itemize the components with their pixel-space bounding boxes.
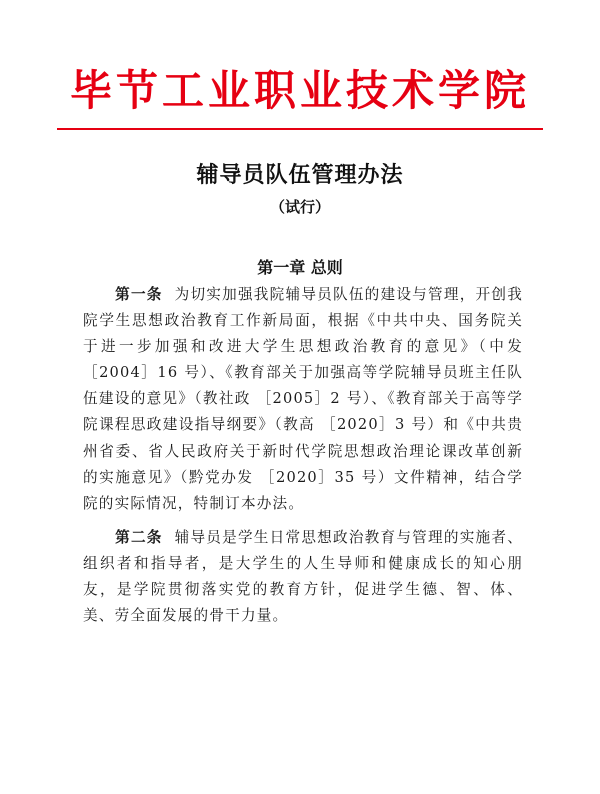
- article-text: 为切实加强我院辅导员队伍的建设与管理，开创我院学生思想政治教育工作新局面，根据《中共中央、国务院关于进一步加强和改进大学生思想政治教育的意见》（中发 ［2004］16 号）、《教育部关于加强高等学院辅导员班主任队伍建设的意见》（教社政 ［2005］2 号）、《教育部关于高等学院课程思政建设指导纲要》（教高 ［2020］3 号）和《中共贵州省委、省人民政府关于新时代学院思想政治理论课改革创新的实施意见》（黔党办发 ［2020］35 号）文件精神，结合学院的实际情况，特制订本办法。: [83, 286, 523, 512]
- article-2: [83, 525, 523, 629]
- masthead-divider: [57, 128, 543, 130]
- article-number: 第一条: [115, 286, 163, 303]
- document-body: [83, 282, 523, 629]
- document-title: 辅导员队伍管理办法: [196, 163, 404, 188]
- article-number: 第二条: [115, 528, 163, 546]
- chapter-heading: 第一章 总则: [257, 258, 343, 277]
- institution-masthead: 毕节工业职业技术学院: [69, 66, 530, 115]
- document-subtitle: （试行）: [269, 198, 330, 216]
- article-1: [83, 282, 523, 517]
- article-text: 辅导员是学生日常思想政治教育与管理的实施者、组织者和指导者，是大学生的人生导师和健康成长的知心朋友，是学院贯彻落实党的教育方针，促进学生德、智、体、美、劳全面发展的骨干力量。: [83, 528, 523, 625]
